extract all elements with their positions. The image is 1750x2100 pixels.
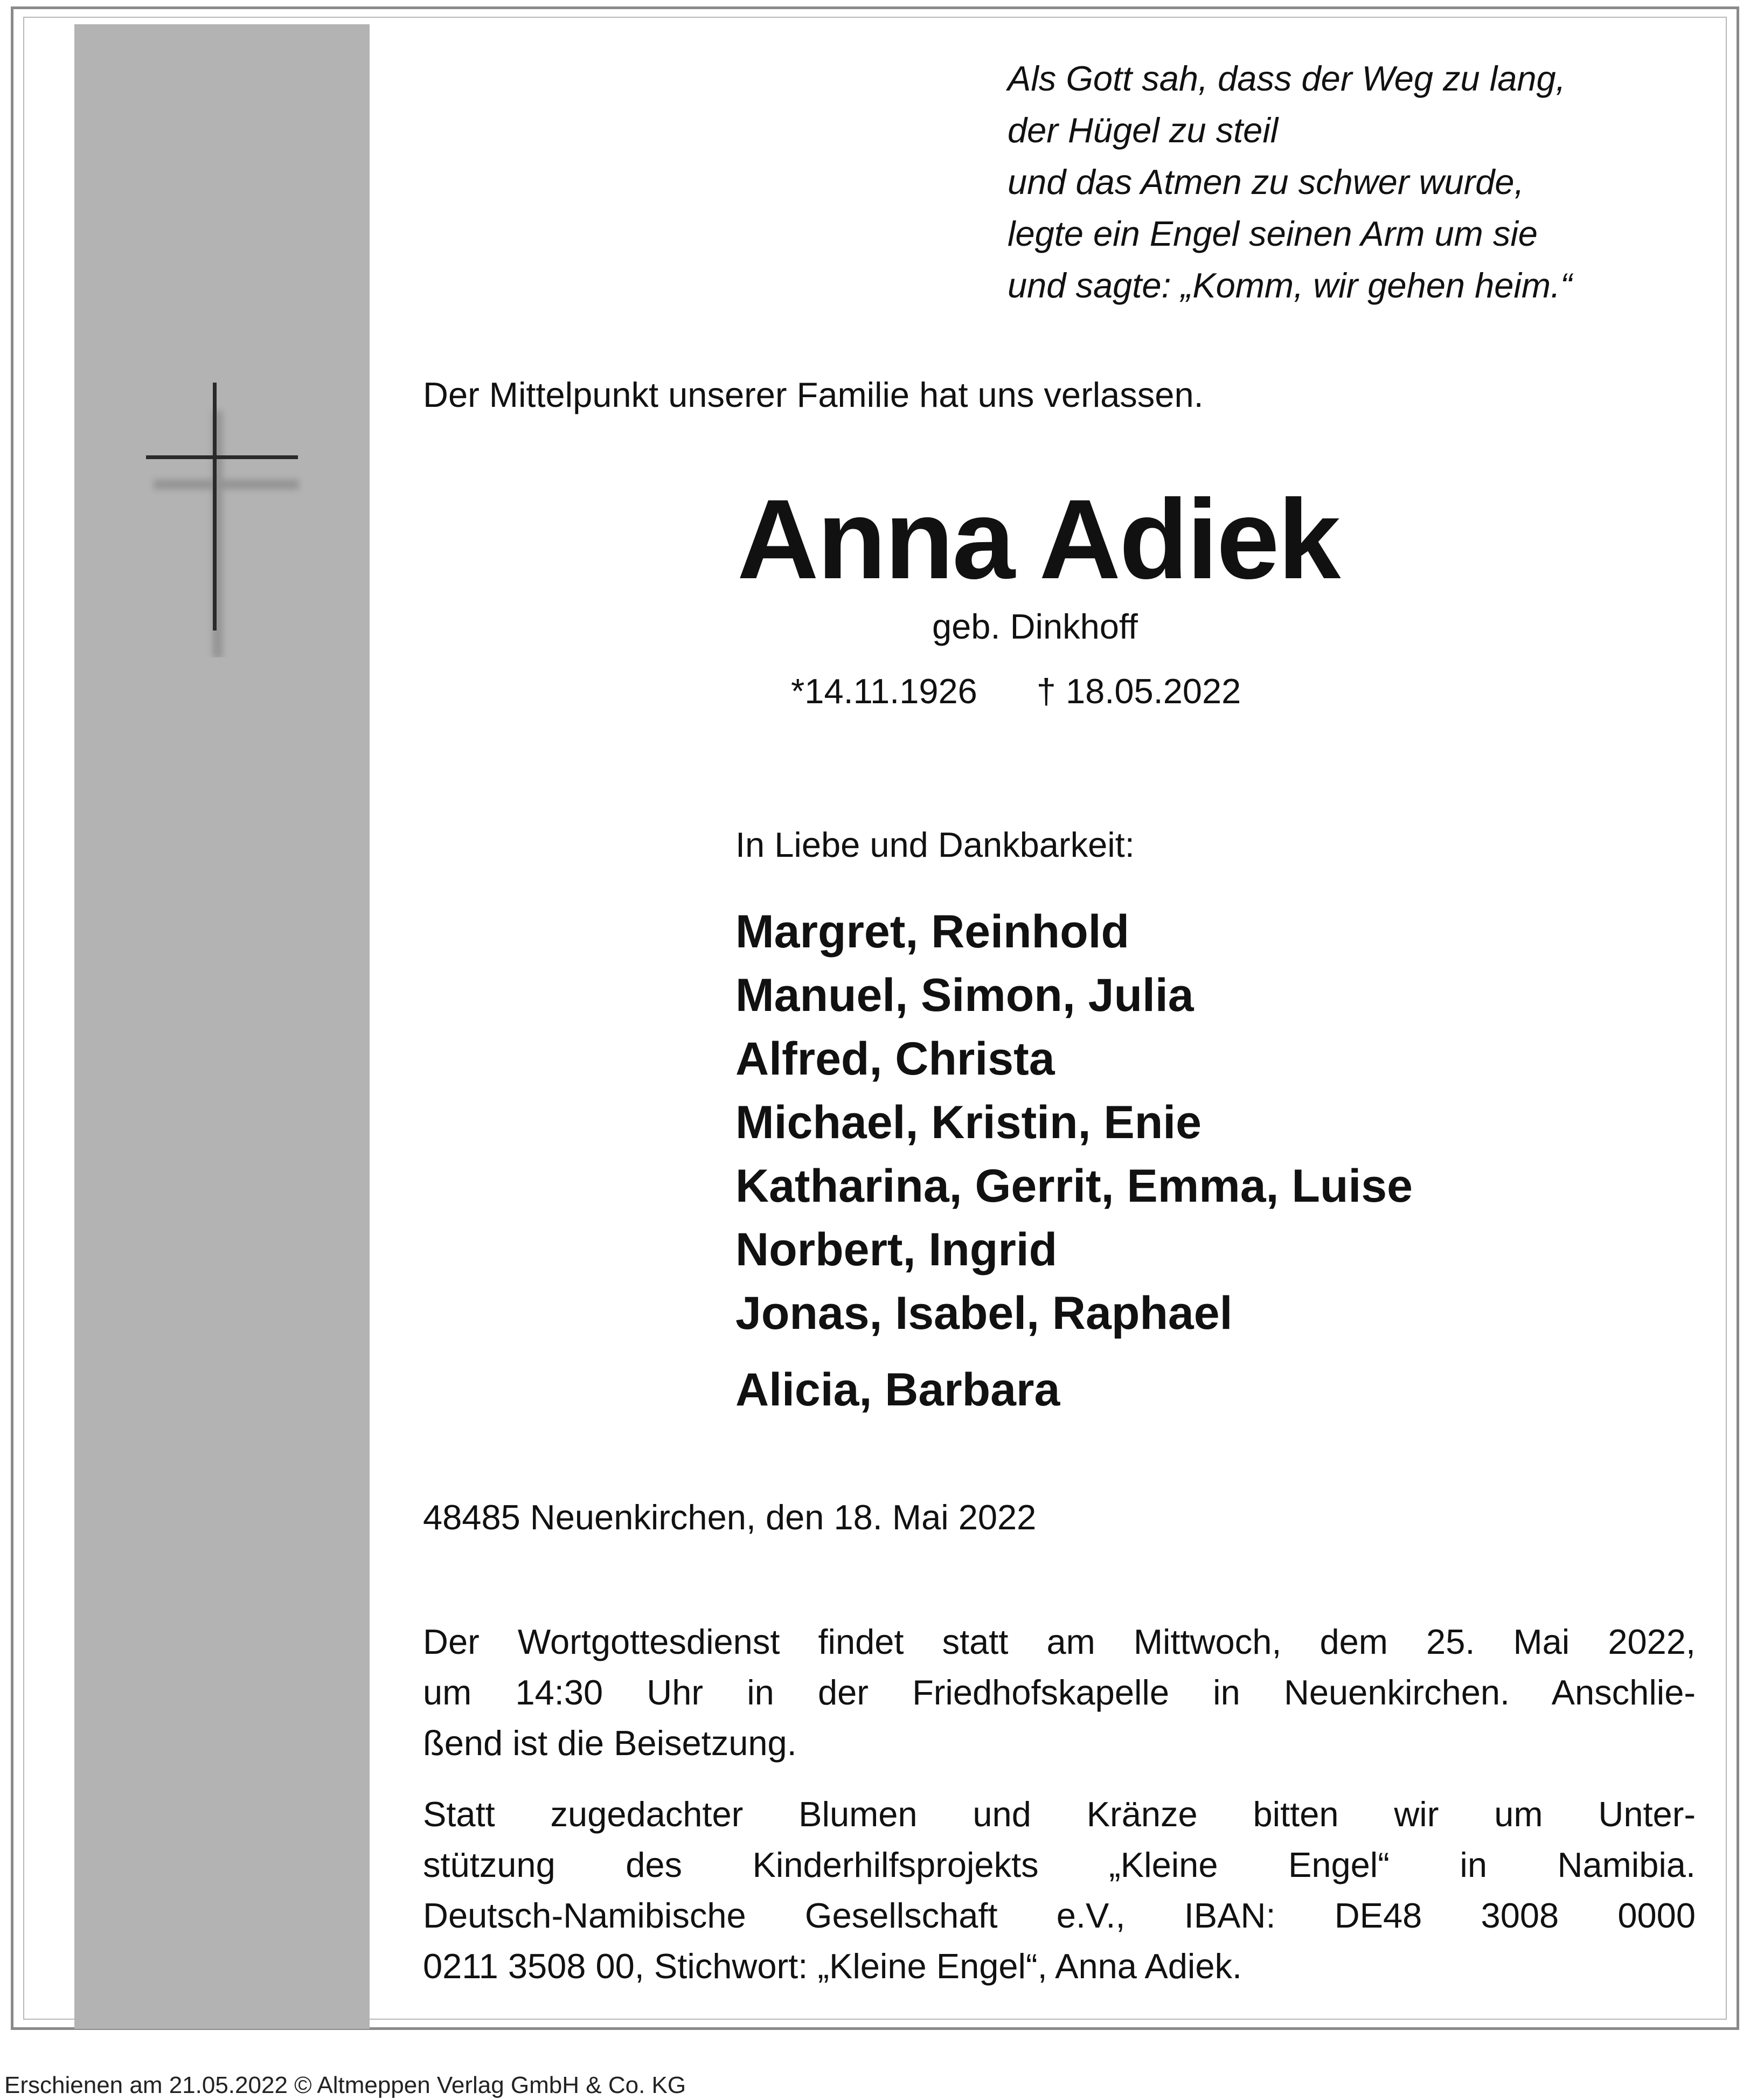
donation-line: 0211 3508 00, Stichwort: „Kleine Engel“, Anna Adiek. xyxy=(423,1946,1242,1986)
intro-text: Der Mittelpunkt unserer Familie hat uns verlassen. xyxy=(423,375,1204,414)
service-line: Der Wortgottesdienst findet statt am Mittwoch, dem 25. Mai 2022, xyxy=(423,1622,1696,1661)
mourners-heading: In Liebe und Dankbarkeit: xyxy=(735,825,1135,864)
quote-line: Als Gott sah, dass der Weg zu lang, xyxy=(1008,59,1566,98)
mourner-line: Michael, Kristin, Enie xyxy=(735,1097,1202,1148)
donation-line: Statt zugedachter Blumen und Kränze bitten wir um Unter- xyxy=(423,1794,1696,1834)
mourner-line: Alfred, Christa xyxy=(735,1033,1055,1085)
quote-line: der Hügel zu steil xyxy=(1008,110,1279,150)
birth-date: *14.11.1926 xyxy=(791,671,977,711)
mourner-line: Katharina, Gerrit, Emma, Luise xyxy=(735,1160,1413,1212)
mourners-list xyxy=(735,900,1413,1345)
quote-line: und das Atmen zu schwer wurde, xyxy=(1008,162,1524,202)
quote-block xyxy=(1008,53,1572,311)
mourner-line-last: Alicia, Barbara xyxy=(735,1364,1060,1416)
place-date: 48485 Neuenkirchen, den 18. Mai 2022 xyxy=(423,1498,1037,1537)
service-line: ßend ist die Beisetzung. xyxy=(423,1723,797,1763)
mourner-line: Margret, Reinhold xyxy=(735,906,1130,958)
quote-line: legte ein Engel seinen Arm um sie xyxy=(1008,214,1538,253)
mourner-line: Norbert, Ingrid xyxy=(735,1224,1058,1276)
donation-line: stützung des Kinderhilfsprojekts „Kleine Engel“ in Namibia. xyxy=(423,1845,1696,1884)
service-paragraph xyxy=(423,1617,1696,1769)
mourner-line: Manuel, Simon, Julia xyxy=(735,969,1194,1021)
death-date: † 18.05.2022 xyxy=(1036,671,1241,711)
life-dates xyxy=(791,671,1241,711)
grey-sidebar xyxy=(74,24,370,2029)
birth-name: geb. Dinkhoff xyxy=(932,607,1138,646)
donation-line: Deutsch-Namibische Gesellschaft e.V., IBAN: DE48 3008 0000 xyxy=(423,1896,1696,1935)
mourner-line: Jonas, Isabel, Raphael xyxy=(735,1287,1233,1339)
service-line: um 14:30 Uhr in der Friedhofskapelle in Neuenkirchen. Anschlie- xyxy=(423,1673,1696,1712)
cross-icon xyxy=(137,377,310,657)
donation-paragraph xyxy=(423,1789,1696,1992)
quote-line: und sagte: „Komm, wir gehen heim.“ xyxy=(1008,266,1572,305)
deceased-name: Anna Adiek xyxy=(737,476,1339,602)
publication-footer: Erschienen am 21.05.2022 © Altmeppen Verlag GmbH & Co. KG xyxy=(4,2072,686,2098)
